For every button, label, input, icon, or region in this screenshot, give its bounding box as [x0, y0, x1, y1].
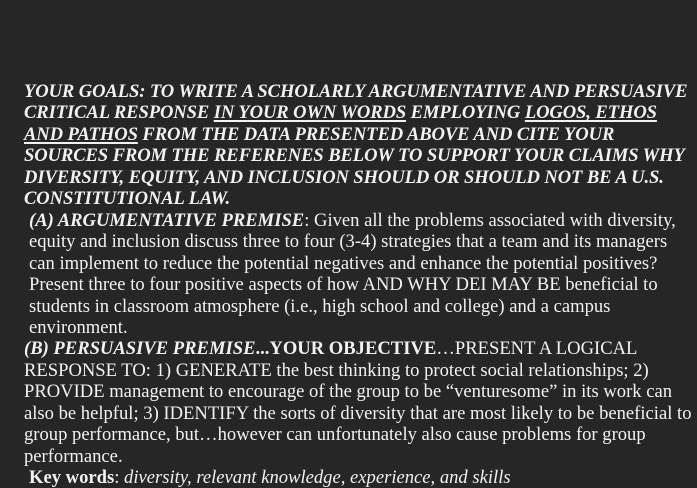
keywords-label: Key words — [29, 467, 115, 488]
premise-b-heading: (B) PERSUASIVE PREMISE — [24, 338, 256, 360]
premise-a-colon: : — [304, 209, 310, 231]
goals-text-3: FROM THE DATA PRESENTED ABOVE AND CITE YOUR SOURCES FROM THE REFERENES BELOW TO SUPPORT YOUR CLAIMS WHY DIVERSITY, EQUITY, AND INCLUSION SHOULD OR SHOULD NOT BE A U.S. CONSTITUTIONAL LAW. — [24, 123, 685, 210]
premise-a-heading: (A) ARGUMENTATIVE PREMISE — [29, 209, 305, 231]
goals-text-2: EMPLOYING — [406, 102, 525, 124]
premise-b-body: …PRESENT A LOGICAL RESPONSE TO: 1) GENERATE the best thinking to protect social relationships; 2) PROVIDE management to encourage of the group to be “venturesome” in its work can also be helpful; 3) IDENTIFY the sorts of diversity that are most likely to be beneficial to group performance, but…however can unfortunately also cause problems for group performance. — [24, 338, 692, 467]
goals-paragraph — [24, 81, 694, 210]
premise-b-objective: ...YOUR OBJECTIVE — [255, 338, 437, 360]
goals-underlined-own-words: IN YOUR OWN WORDS — [213, 102, 407, 124]
goals-underlined-logos-ethos-pathos: LOGOS, ETHOS AND PATHOS — [24, 102, 657, 145]
keywords-paragraph — [24, 467, 694, 488]
premise-a-body: Given all the problems associated with diversity, equity and inclusion discuss three to four (3-4) strategies that a team and its managers can implement to reduce the potential negatives and enhance the potential positives? Present three to four positive aspects of how AND WHY DEI MAY BE beneficial to students in classroom atmosphere (i.e., high school and college) and a campus environment. — [29, 209, 676, 338]
keywords-values: diversity, relevant knowledge, experience, and skills — [124, 467, 511, 488]
keywords-colon: : — [114, 467, 125, 488]
premise-a-paragraph — [24, 210, 694, 339]
premise-b-paragraph — [24, 338, 694, 467]
goals-text-1: YOUR GOALS: TO WRITE A SCHOLARLY ARGUMENTATIVE AND PERSUASIVE CRITICAL RESPONSE — [24, 81, 688, 124]
document-content — [24, 81, 694, 488]
